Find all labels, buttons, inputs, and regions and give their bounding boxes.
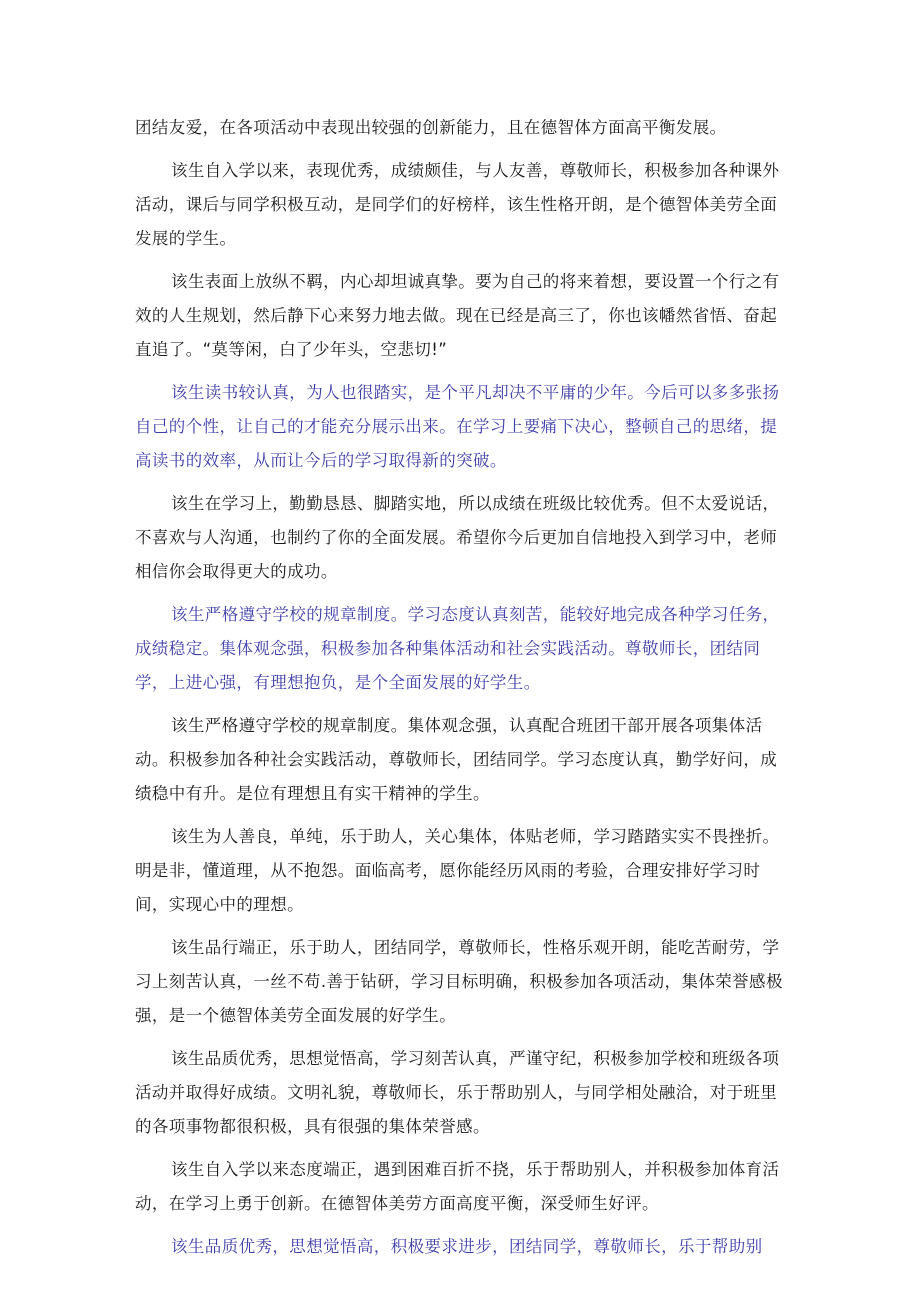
paragraph-1: 团结友爱，在各项活动中表现出较强的创新能力，且在德智体方面高平衡发展。 [135, 118, 727, 137]
paragraph-12-highlighted: 该生品质优秀，思想觉悟高，积极要求进步，团结同学，尊敬师长，乐于帮助别 [171, 1237, 763, 1256]
paragraph-5: 该生在学习上，勤勤恳恳、脚踏实地，所以成绩在班级比较优秀。但不太爱说话，不喜欢与人沟通，也制约了你的全面发展。希望你今后更加自信地投入到学习中，老师相信你会取得更大的成功。 [135, 494, 780, 581]
paragraph-2: 该生自入学以来，表现优秀，成绩颇佳，与人友善，尊敬师长，积极参加各种课外活动，课后与同学积极互动，是同学们的好榜样，该生性格开朗，是个德智体美劳全面发展的学生。 [135, 161, 780, 248]
paragraph-9: 该生品行端正，乐于助人，团结同学，尊敬师长，性格乐观开朗，能吃苦耐劳，学习上刻苦认真，一丝不苟.善于钻研，学习目标明确，积极参加各项活动，集体荣誉感极强，是一个德智体美劳全面发展的好学生。 [135, 938, 783, 1025]
paragraph-3: 该生表面上放纵不羁，内心却坦诚真挚。要为自己的将来着想，要设置一个行之有效的人生规划，然后静下心来努力地去做。现在已经是高三了，你也该幡然省悟、奋起直追了。“莫等闲，白了少年头，空悲切!” [135, 272, 780, 359]
paragraph-4-highlighted: 该生读书较认真，为人也很踏实，是个平凡却决不平庸的少年。今后可以多多张扬自己的个性，让自己的才能充分展示出来。在学习上要痛下决心，整顿自己的思绪，提高读书的效率，从而让今后的学习取得新的突破。 [135, 383, 780, 470]
paragraph-11: 该生自入学以来态度端正，遇到困难百折不挠，乐于帮助别人，并积极参加体育活动，在学习上勇于创新。在德智体美劳方面高度平衡，深受师生好评。 [135, 1160, 780, 1213]
paragraph-8: 该生为人善良，单纯，乐于助人，关心集体，体贴老师，学习踏踏实实不畏挫折。明是非，懂道理，从不抱怨。面临高考，愿你能经历风雨的考验，合理安排好学习时间，实现心中的理想。 [135, 827, 780, 914]
paragraph-10: 该生品质优秀，思想觉悟高，学习刻苦认真，严谨守纪，积极参加学校和班级各项活动并取得好成绩。文明礼貌，尊敬师长，乐于帮助别人，与同学相处融洽，对于班里的各项事物都很积极，具有很强的集体荣誉感。 [135, 1049, 780, 1136]
document-body [135, 111, 785, 1273]
paragraph-6-highlighted: 该生严格遵守学校的规章制度。学习态度认真刻苦，能较好地完成各种学习任务，成绩稳定。集体观念强，积极参加各种集体活动和社会实践活动。尊敬师长，团结同学，上进心强，有理想抱负，是个全面发展的好学生。 [135, 605, 780, 692]
paragraph-7: 该生严格遵守学校的规章制度。集体观念强，认真配合班团干部开展各项集体活动。积极参加各种社会实践活动，尊敬师长，团结同学。学习态度认真，勤学好问，成绩稳中有升。是位有理想且有实干精神的学生。 [135, 716, 778, 803]
